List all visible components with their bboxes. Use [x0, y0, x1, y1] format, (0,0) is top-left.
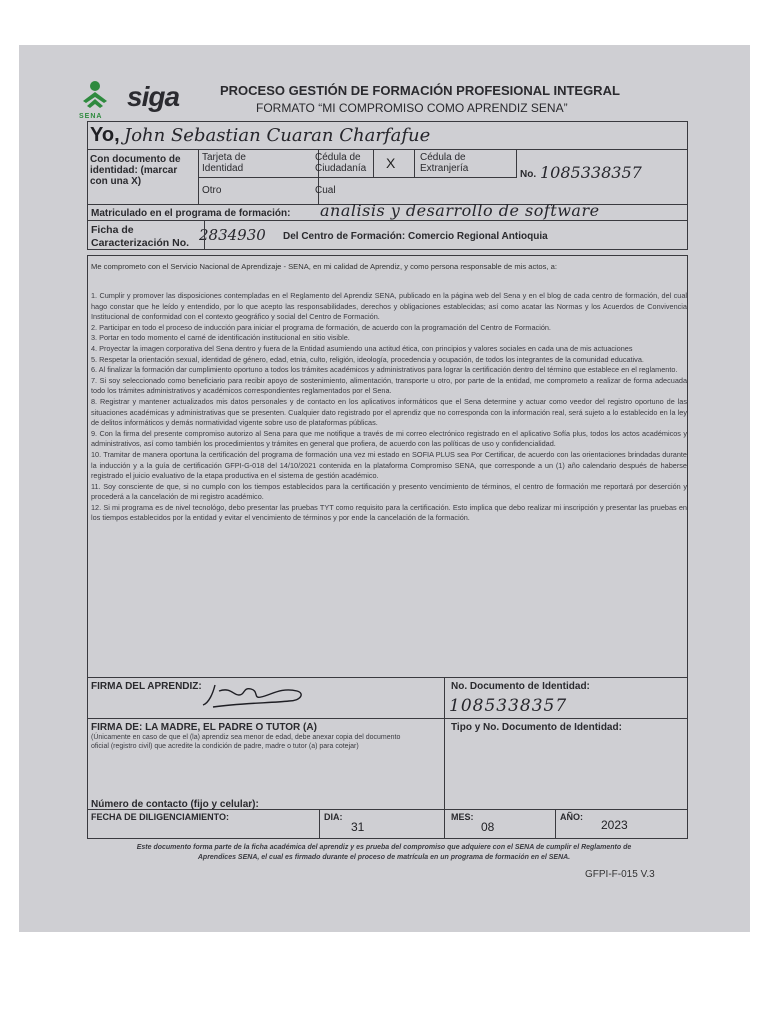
extranjeria-cell	[415, 149, 517, 178]
page-subtitle: FORMATO “MI COMPROMISO COMO APRENDIZ SENA”	[256, 101, 568, 115]
divider	[319, 809, 320, 839]
id-document-label: Con documento de identidad: (marcar con una X)	[90, 154, 181, 187]
list-item: 12. Si mi programa es de nivel tecnológo, debo presentar las pruebas TYT como requisito para la certificación. Esto implica que debo realizar mi inscripción y presentar las pruebas en los tiempos establecidos por la entidad y evitar el vencimiento de términos y por ende la cancelación de la formación.	[91, 502, 687, 523]
contacto-label: Número de contacto (fijo y celular):	[91, 799, 259, 810]
dia-value: 31	[351, 820, 365, 834]
list-item: 2. Participar en todo el proceso de inducción para iniciar el programa de formación, de acuerdo con la programación del Centro de Formación.	[91, 322, 551, 332]
divider	[444, 809, 445, 839]
mes-label: MES:	[451, 812, 474, 822]
program-row	[87, 201, 688, 221]
document-photo	[19, 45, 750, 932]
commitment-intro: Me comprometo con el Servicio Nacional de Aprendizaje - SENA, en mi calidad de Aprendiz, y como persona responsable de mis actos, a:	[91, 262, 557, 271]
list-item: 1. Cumplir y promover las disposiciones contempladas en el Reglamento del Aprendiz SENA, publicado en la página web del Sena y en el blog de cada centro de formación, del cual hago constar que he leído y entendido, por lo que acepto las responsabilidades, derechos y obligaciones establecidas; así como acatar las Normas y los Acuerdos de Convivencia Institucional de conformidad con el contexto geográfico y social del Centro de Formación.	[91, 291, 687, 322]
cedula-mark-box	[373, 149, 415, 178]
commitment-list	[91, 291, 687, 524]
tutor-note: (Únicamente en caso de que el (la) aprendiz sea menor de edad, debe anexar copia del documento oficial (registro civil) que acredite la condición de padre, madre o tutor (a) para cotejar)	[91, 734, 401, 750]
otro-label: Otro	[202, 185, 222, 196]
name-row	[87, 121, 688, 150]
ficha-label: Ficha de Caracterización No.	[91, 224, 190, 249]
list-item: 11. Soy consciente de que, si no cumplo con los tiempos establecidos para la certificación y presento vencimiento de términos, el centro de formación me reportará por deserción y procederá a la cancelación de mi registro académico.	[91, 481, 687, 502]
form-code: GFPI-F-015 V.3	[585, 869, 655, 880]
apprentice-signature	[201, 681, 321, 711]
list-item: 7. Si soy seleccionado como beneficiario para recibir apoyo de sostenimiento, alimentación, transporte u otro, por parte de la entidad, me comprometo a realizar de forma adecuada todo los trámites administrativos y académicos correspondientes reglamentados por el Sena.	[91, 375, 687, 396]
centro-formacion: Del Centro de Formación: Comercio Regional Antioquia	[283, 231, 548, 242]
doc-identidad-label: No. Documento de Identidad:	[451, 681, 590, 692]
tutor-label: FIRMA DE: LA MADRE, EL PADRE O TUTOR (A)	[91, 722, 317, 733]
program-label: Matriculado en el programa de formación:	[91, 208, 291, 219]
mark-x: X	[386, 155, 396, 171]
cedula-extranjeria-label: Cédula de Extranjería	[420, 152, 469, 174]
document-number: 1085338357	[540, 163, 642, 182]
apprentice-name: John Sebastian Cuaran Charfafue	[124, 125, 431, 146]
tarjeta-label: Tarjeta de Identidad	[202, 152, 246, 174]
list-item: 9. Con la firma del presente compromiso autorizo al Sena para que me notifique a través de mi correo electrónico registrado en el aplicativo Sofía plus, todos los actos académicos y administrativos, así como también los procedimientos y trámites en general que profiera, de acuerdo con las políticas de uso y confidencialidad.	[91, 428, 687, 449]
tipo-documento-label: Tipo y No. Documento de Identidad:	[451, 722, 622, 733]
ano-value: 2023	[601, 818, 628, 832]
firma-aprendiz-label: FIRMA DEL APRENDIZ:	[91, 681, 202, 692]
cedula-ciudadania-label: Cédula de Ciudadanía	[315, 152, 367, 174]
footer-note: Este documento forma parte de la ficha académica del aprendiz y es prueba del compromiso que adquiere con el SENA de cumplir el Reglamento de Aprendices SENA, el cual es firmado durante el proceso de matrícula en un programa de formación en el SENA.	[136, 844, 632, 861]
document-sheet	[19, 45, 750, 932]
cual-label: Cual	[315, 185, 336, 196]
divider	[204, 220, 205, 250]
divider	[555, 809, 556, 839]
list-item: 8. Registrar y mantener actualizados mis datos personales y de contacto en los aplicativos informáticos que el Sena determine y actuar como veedor del registro oportuno de las situaciones académicas y administrativas que se presenten. Cualquier dato registrado por el aprendiz que no corresponda con la información real, será sujeto a lo establecido en la ley de delitos informáticos y demás normatividad vigente sobre uso de plataformas públicas.	[91, 396, 687, 428]
yo-label: Yo,	[90, 124, 120, 146]
mes-value: 08	[481, 820, 495, 834]
list-item: 5. Respetar la orientación sexual, identidad de género, edad, etnia, culto, religión, ideología, procedencia y ocupación, de todos los integrantes de la comunidad educativa.	[91, 354, 644, 364]
list-item: 10. Tramitar de manera oportuna la certificación del programa de formación una vez mi estado en SOFIA PLUS sea Por Certificar, de acuerdo con las orientaciones brindadas durante la inducción y a la guía de certificación GFPI-G-018 del 14/10/2021 contenida en la plataforma Compromiso SENA, que corresponde a un (1) año calendario después de haberse registrado el juicio evaluativo de la etapa productiva en el sistema de gestión académico.	[91, 449, 687, 481]
list-item: 6. Al finalizar la formación dar cumplimiento oportuno a todos los trámites académicos y administrativos para lograr la certificación dentro del término que establece en el reglamento.	[91, 365, 678, 375]
list-item: 3. Portar en todo momento el carné de identificación institucional en sitio visible.	[91, 333, 350, 343]
doc-identidad-value: 1085338357	[449, 696, 568, 716]
divider	[198, 177, 319, 178]
list-item: 4. Proyectar la imagen corporativa del Sena dentro y fuera de la Entidad asumiendo una actitud ética, con principios y valores sociales en cada una de mis actuaciones	[91, 343, 633, 353]
sena-logo-text: SENA	[79, 113, 103, 120]
sena-logo-icon	[77, 79, 113, 115]
ficha-row	[87, 220, 688, 250]
page-title: PROCESO GESTIÓN DE FORMACIÓN PROFESIONAL INTEGRAL	[220, 83, 620, 98]
ficha-number: 2834930	[199, 226, 266, 244]
dia-label: DIA:	[324, 812, 343, 822]
ano-label: AÑO:	[560, 812, 583, 822]
program-value: analisis y desarrollo de software	[320, 201, 600, 220]
number-label: No.	[520, 169, 537, 180]
fecha-label: FECHA DE DILIGENCIAMIENTO:	[91, 812, 230, 822]
siga-logo: siga	[127, 81, 180, 112]
